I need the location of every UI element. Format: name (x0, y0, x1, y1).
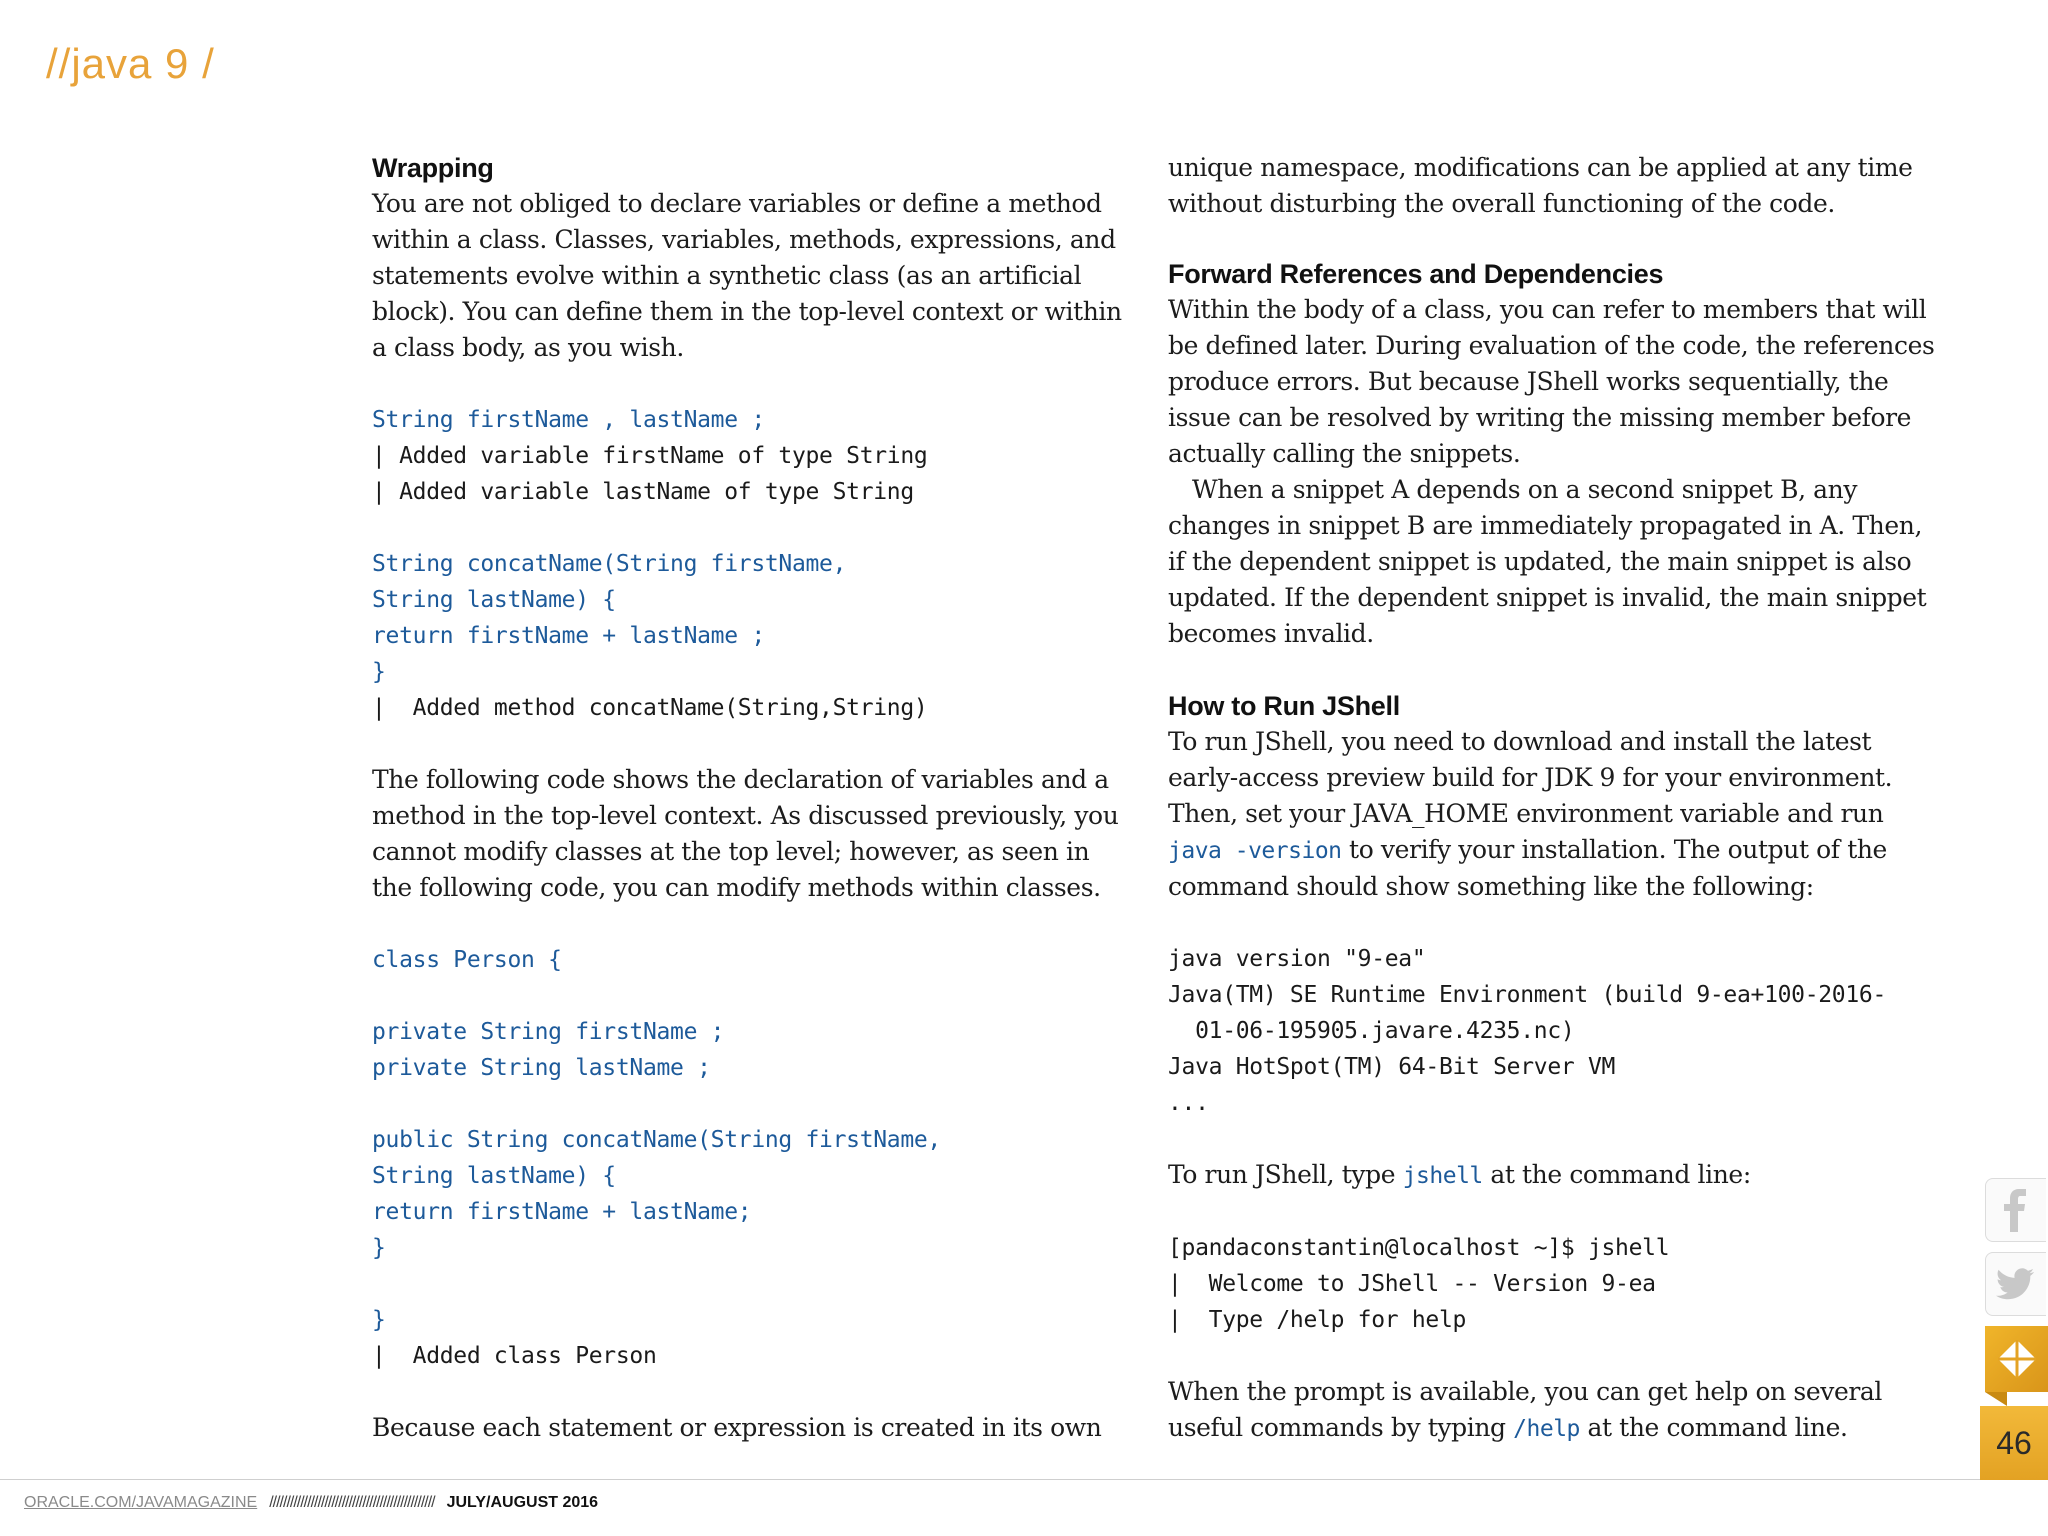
code-line: String lastName) { (372, 587, 616, 613)
inline-code-jshell: jshell (1402, 1163, 1483, 1189)
code-line: return firstName + lastName ; (372, 623, 765, 649)
type-text-a: To run JShell, type (1168, 1160, 1403, 1189)
code-line: } (372, 659, 386, 685)
code-line: class Person { (372, 947, 562, 973)
type-text-b: at the command line: (1482, 1160, 1751, 1189)
code-block-version-output (1168, 941, 1936, 1121)
code-line: java version "9-ea" (1168, 946, 1426, 972)
code-line: | Added class Person (372, 1343, 657, 1369)
code-line: Java(TM) SE Runtime Environment (build 9-ea+100-2016- (1168, 982, 1887, 1008)
inline-code-java-version: java -version (1168, 838, 1342, 864)
code-line: Java HotSpot(TM) 64-Bit Server VM (1168, 1054, 1616, 1080)
code-line: String lastName) { (372, 1163, 616, 1189)
site-link[interactable]: ORACLE.COM/JAVAMAGAZINE (24, 1494, 258, 1511)
paragraph-wrapping: You are not obliged to declare variables or define a method within a class. Classes, variables, methods, expressions, and statements evolve within a synthetic class (as an artificial block). You can define them in the top-level context or within a class body, as you wish. (372, 189, 1122, 362)
code-block-shell-session (1168, 1230, 1936, 1338)
code-line (372, 1086, 1132, 1122)
code-line: | Type /help for help (1168, 1307, 1467, 1333)
code-line: | Added variable firstName of type String (372, 443, 928, 469)
code-line: } (372, 1307, 386, 1333)
code-line: | Welcome to JShell -- Version 9-ea (1168, 1271, 1656, 1297)
code-line: return firstName + lastName; (372, 1199, 752, 1225)
heading-how-to-run: How to Run JShell (1168, 691, 1400, 721)
code-line: String firstName , lastName ; (372, 407, 765, 433)
help-text-b: at the command line. (1579, 1413, 1848, 1442)
footer (24, 1494, 598, 1512)
magazine-icon (1995, 1337, 2039, 1381)
code-line: ... (1168, 1090, 1209, 1116)
paragraph-type-jshell (1168, 1157, 1936, 1194)
paragraph-forward-1: Within the body of a class, you can refer to members that will be defined later. During evaluation of the code, the references produce errors. But because JShell works sequentially, the issue can be resolved by writing the missing member before actually calling the snippets. (1168, 295, 1935, 468)
footer-divider (0, 1479, 2048, 1480)
facebook-icon (2001, 1188, 2031, 1232)
facebook-share-button[interactable] (1985, 1178, 2046, 1242)
code-line (372, 1266, 1132, 1302)
section-tag: //java 9 / (46, 40, 215, 87)
magazine-button[interactable] (1985, 1326, 2048, 1392)
run-text-a: To run JShell, you need to download and install the latest early-access preview build for JDK 9 for your environment. Then, set your JAVA_HOME environment variable and run (1168, 727, 1893, 828)
code-line: | Added variable lastName of type String (372, 479, 914, 505)
left-column (372, 150, 1132, 1446)
paragraph-forward-2: When a snippet A depends on a second snippet B, any changes in snippet B are immediately propagated in A. Then, if the dependent snippet is updated, the main snippet is also updated. If the dependent snippet is invalid, the main snippet becomes invalid. (1168, 475, 1927, 648)
code-line: public String concatName(String firstName, (372, 1127, 941, 1153)
twitter-share-button[interactable] (1985, 1252, 2046, 1316)
paragraph-help (1168, 1374, 1936, 1447)
paragraph-namespace: unique namespace, modifications can be applied at any time without disturbing the overall functioning of the code. (1168, 153, 1913, 218)
code-block-variables (372, 402, 1132, 510)
code-line: 01-06-195905.javare.4235.nc) (1168, 1018, 1575, 1044)
page-number: 46 (1980, 1406, 2048, 1480)
paragraph-run-jshell (1168, 724, 1936, 905)
code-line: [pandaconstantin@localhost ~]$ jshell (1168, 1235, 1670, 1261)
heading-forward-references: Forward References and Dependencies (1168, 259, 1664, 289)
code-line: String concatName(String firstName, (372, 551, 847, 577)
code-line: private String firstName ; (372, 1019, 725, 1045)
code-line: } (372, 1235, 386, 1261)
help-text-a: When the prompt is available, you can get help on several useful commands by typing (1168, 1377, 1883, 1442)
magazine-button-tab (1985, 1392, 2007, 1406)
issue-date: JULY/AUGUST 2016 (446, 1494, 599, 1511)
code-line: | Added method concatName(String,String) (372, 695, 928, 721)
inline-code-help: /help (1513, 1416, 1580, 1442)
code-line (372, 978, 1132, 1014)
paragraph-top-level: The following code shows the declaration of variables and a method in the top-level context. As discussed previously, you cannot modify classes at the top level; however, as seen in the following code, you can modify methods within classes. (372, 765, 1119, 902)
code-block-class-person (372, 942, 1132, 1374)
code-line: private String lastName ; (372, 1055, 711, 1081)
footer-slashes: //////////////////////////////////////////////// (269, 1494, 435, 1511)
code-block-method (372, 546, 1132, 726)
run-text-b: to verify your installation. The output of the command should show something like the following: (1168, 835, 1887, 901)
paragraph-because: Because each statement or expression is created in its own (372, 1413, 1102, 1442)
twitter-icon (1996, 1267, 2036, 1301)
heading-wrapping: Wrapping (372, 153, 494, 183)
right-column (1168, 150, 1936, 1447)
